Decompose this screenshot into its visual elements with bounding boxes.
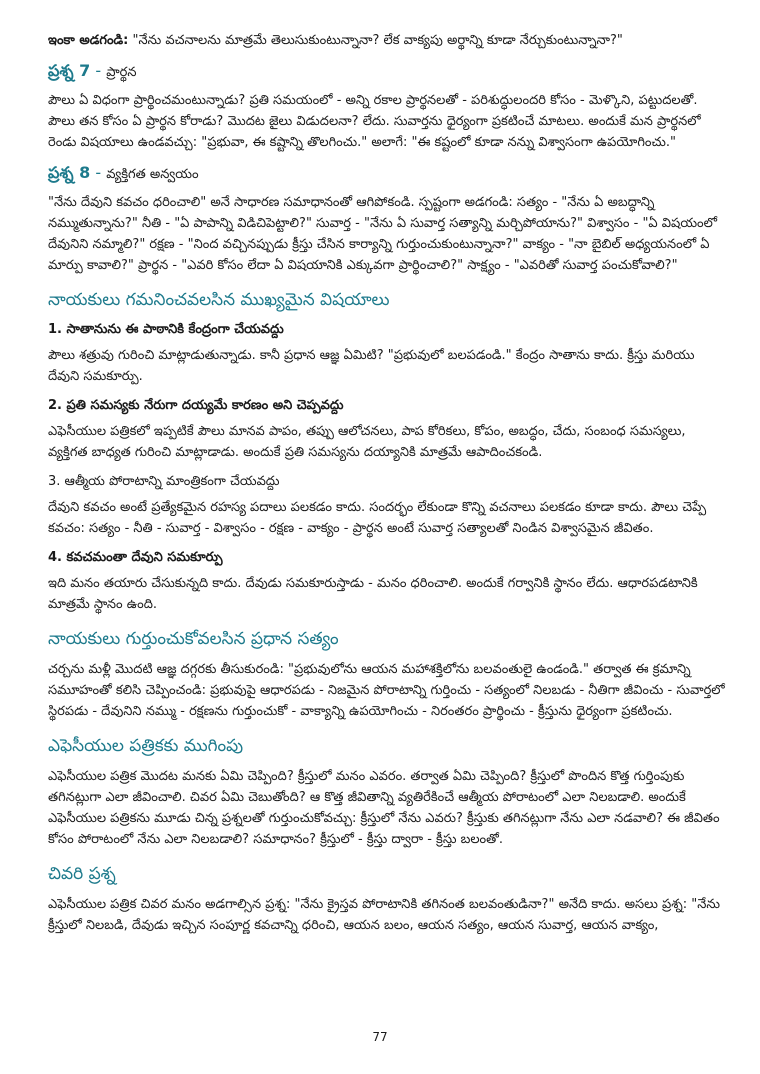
question-8-heading <box>48 162 728 186</box>
leaders-item-2-title: 2. ప్రతి సమస్యకు నేరుగా దయ్యమే కారణం అని చెప్పవద్దు <box>48 398 344 413</box>
question-8-title: వ్యక్తిగత అన్వయం <box>106 167 199 182</box>
question-7-text: పౌలు ఏ విధంగా ప్రార్థించమంటున్నాడు? ప్రతి సమయంలో - అన్ని రకాల ప్రార్థనలతో - పరిశుద్ధులందరి కోసం - మెళ్కొని, పట్టుదలతో. పౌలు తన కోసం ఏ ప్రార్థన కోరాడు? మొదట జైలు విడుదలనా? లేదు. సువార్తను ధైర్యంగా ప్రకటించే మాటలు. అందుకే మన ప్రార్థనలో రెండు విషయాలు ఉండవచ్చు: "ప్రభువా, ఈ కష్టాన్ని తొలగించు." అలాగే: "ఈ కష్టంలో కూడా నన్ను విశ్వాసంగా ఉపయోగించు." <box>48 93 701 150</box>
final-question-heading: చివరి ప్రశ్న <box>48 864 116 884</box>
main-truth-text: చర్చను మళ్లీ మొదటి ఆజ్ఞ దగ్గరకు తీసుకురండి: "ప్రభువులోను ఆయన మహాశక్తిలోను బలవంతులై ఉండండి." తర్వాత ఈ క్రమాన్ని సమూహంతో కలిసి చెప్పించండి: ప్రభువుపై ఆధారపడు - నిజమైన పోరాటాన్ని గుర్తించు - సత్యంలో నిలబడు - నీతిగా జీవించు - సువార్తలో స్థిరపడు - దేవునిని నమ్ము - రక్షణను గుర్తుంచుకో - వాక్యాన్ని ఉపయోగించు - నిరంతరం ప్రార్థించు - క్రీస్తును ధైర్యంగా ప్రకటించు. <box>48 662 725 719</box>
final-question-text: ఎఫెసీయుల పత్రిక చివర మనం అడగాల్సిన ప్రశ్న: "నేను క్రైస్తవ పోరాటానికి తగినంత బలవంతుడినా?" అనేది కాదు. అసలు ప్రశ్న: "నేను క్రీస్తులో నిలబడి, దేవుడు ఇచ్చిన సంపూర్ణ కవచాన్ని ధరించి, ఆయన బలం, ఆయన సత్యం, ఆయన సువార్త, ఆయన వాక్యం, <box>48 897 720 933</box>
leaders-item-1-text: పౌలు శత్రువు గురించి మాట్లాడుతున్నాడు. కానీ ప్రధాన ఆజ్ఞ ఏమిటి? "ప్రభువులో బలపడండి." కేంద్రం సాతాను కాదు. క్రీస్తు మరియు దేవుని సమకూర్పు. <box>48 348 695 384</box>
leaders-item-2-text: ఎఫెసీయుల పత్రికలో ఇప్పటికే పౌలు మానవ పాపం, తప్పు ఆలోచనలు, పాప కోరికలు, కోపం, అబద్ధం, చేదు, సంబంధ సమస్యలు, వ్యక్తిగత బాధ్యత గురించి మాట్లాడాడు. అందుకే ప్రతి సమస్యను దయ్యానికి మాత్రమే ఆపాదించకండి. <box>48 424 686 460</box>
question-7-number: ప్రశ్న 7 <box>48 61 91 80</box>
leaders-item-3-text: దేవుని కవచం అంటే ప్రత్యేకమైన రహస్య పదాలు పలకడం కాదు. సందర్భం లేకుండా కొన్ని వచనాలు పలకడం కూడా కాదు. పౌలు చెప్పే కవచం: సత్యం - నీతి - సువార్త - విశ్వాసం - రక్షణ - వాక్యం - ప్రార్థన అంటే సువార్త సత్యాలతో నిండిన విశ్వాసమైన జీవితం. <box>48 500 707 536</box>
question-7-heading <box>48 60 728 84</box>
conclusion-text: ఎఫెసీయుల పత్రిక మొదట మనకు ఏమి చెప్పింది? క్రీస్తులో మనం ఎవరం. తర్వాత ఏమి చెప్పింది? క్రీస్తులో పొందిన కొత్త గుర్తింపుకు తగినట్లుగా ఎలా జీవించాలి. చివర ఏమి చెబుతోంది? ఆ కొత్త జీవితాన్ని వ్యతిరేకించే ఆత్మీయ పోరాటంలో ఎలా నిలబడాలి. అందుకే ఎఫెసీయుల పత్రికను మూడు చిన్న ప్రశ్నలతో గుర్తుంచుకోవచ్చు: క్రీస్తులో నేను ఎవరు? క్రీస్తుకు తగినట్లుగా నేను ఎలా నడవాలి? ఈ జీవితం కోసం పోరాటంలో నేను ఎలా నిలబడాలి? సమాధానం? క్రీస్తులో - క్రీస్తు ద్వారా - క్రీస్తు బలంతో. <box>48 769 720 847</box>
leaders-item-4-title: 4. కవచమంతా దేవుని సమకూర్పు <box>48 550 223 565</box>
question-8-number: ప్రశ్న 8 <box>48 163 91 182</box>
intro-paragraph <box>48 30 728 51</box>
document-page <box>48 30 728 945</box>
leaders-notes-heading: నాయకులు గమనించవలసిన ముఖ్యమైన విషయాలు <box>48 290 390 310</box>
intro-lead: ఇంకా అడగండి: <box>48 33 129 48</box>
question-8-text: "నేను దేవుని కవచం ధరించాలి" అనే సాధారణ సమాధానంతో ఆగిపోకండి. స్పష్టంగా అడగండి: సత్యం - "నేను ఏ అబద్ధాన్ని నమ్ముతున్నాను?" నీతి - "ఏ పాపాన్ని విడిచిపెట్టాలి?" సువార్త - "నేను ఏ సువార్త సత్యాన్ని మర్చిపోయాను?" విశ్వాసం - "ఏ విషయంలో దేవునిని నమ్మాలి?" రక్షణ - "నింద వచ్చినప్పుడు క్రీస్తు చేసిన కార్యాన్ని గుర్తుంచుకుంటున్నానా?" వాక్యం - "నా బైబిల్ అధ్యయనంలో ఏ మార్పు కావాలి?" ప్రార్థన - "ఎవరి కోసం లేదా ఏ విషయానికి ఎక్కువగా ప్రార్థించాలి?" సాక్ష్యం - "ఎవరితో సువార్త పంచుకోవాలి?" <box>48 195 718 273</box>
page-number: 77 <box>372 1030 388 1044</box>
question-8-separator: - <box>90 163 107 182</box>
question-7-separator: - <box>90 61 107 80</box>
main-truth-heading: నాయకులు గుర్తుంచుకోవలసిన ప్రధాన సత్యం <box>48 629 339 649</box>
leaders-item-1-title: 1. సాతానును ఈ పాఠానికి కేంద్రంగా చేయవద్దు <box>48 322 284 337</box>
conclusion-heading: ఎఫెసీయుల పత్రికకు ముగింపు <box>48 736 244 756</box>
leaders-item-4-text: ఇది మనం తయారు చేసుకున్నది కాదు. దేవుడు సమకూరుస్తాడు - మనం ధరించాలి. అందుకే గర్వానికి స్థానం లేదు. ఆధారపడటానికి మాత్రమే స్థానం ఉంది. <box>48 576 698 612</box>
intro-text: "నేను వచనాలను మాత్రమే తెలుసుకుంటున్నానా? లేక వాక్యపు అర్థాన్ని కూడా నేర్చుకుంటున్నానా?" <box>128 33 623 48</box>
leaders-item-3-title: 3. ఆత్మీయ పోరాటాన్ని మాంత్రికంగా చేయవద్దు <box>48 474 280 489</box>
question-7-title: ప్రార్థన <box>106 65 137 80</box>
